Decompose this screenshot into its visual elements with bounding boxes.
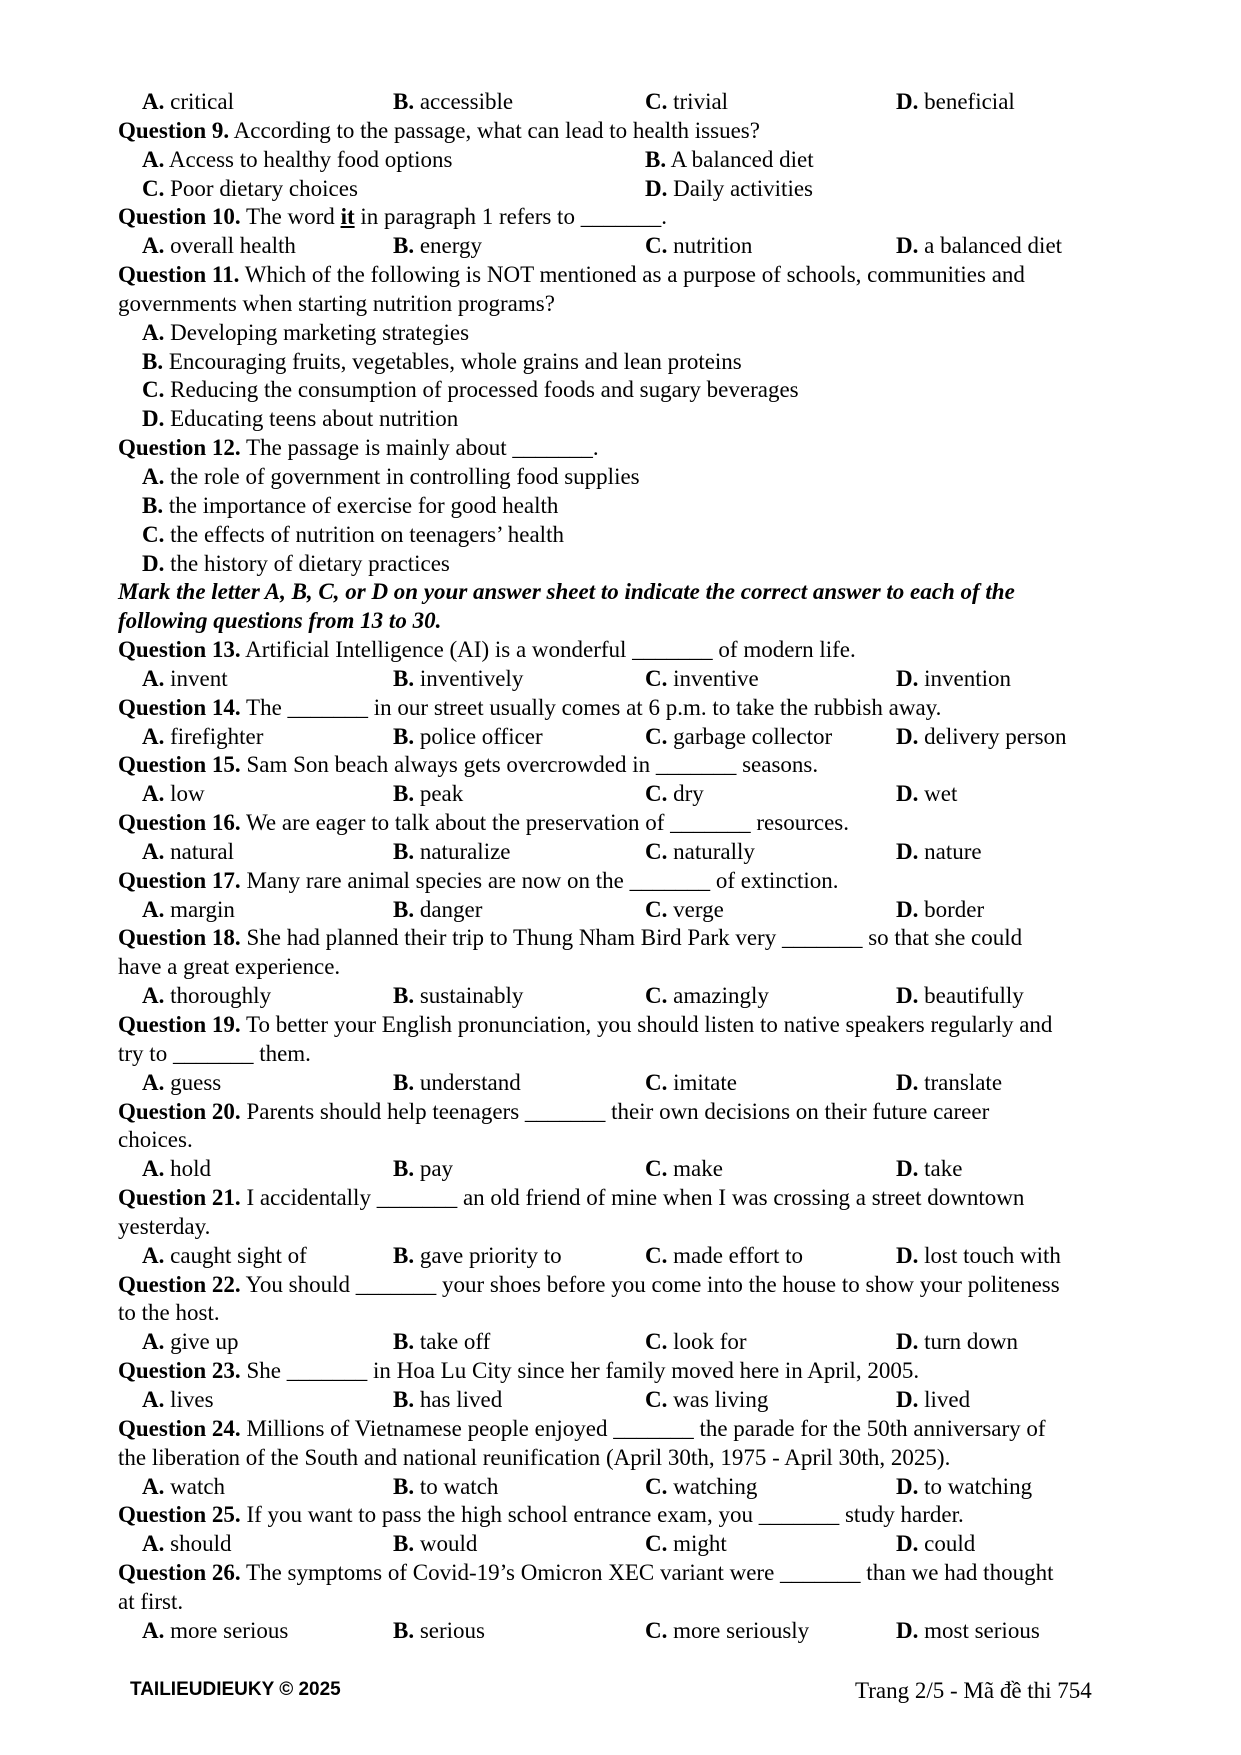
q13-option-a[interactable]: A. invent: [142, 665, 228, 691]
q18-option-c[interactable]: C. amazingly: [645, 983, 769, 1009]
q24-stem-cont: the liberation of the South and national reunification (April 30th, 1975 - April 30th, 2025).: [118, 1444, 951, 1470]
q24-options: [118, 1473, 1126, 1502]
q20-option-c[interactable]: C. make: [645, 1156, 723, 1182]
q10-stem: Question 10. The word it in paragraph 1 refers to _______.: [118, 204, 667, 230]
q14-option-c[interactable]: C. garbage collector: [645, 723, 833, 749]
q17-option-d[interactable]: D. border: [896, 896, 985, 922]
q10-option-c[interactable]: C. nutrition: [645, 233, 753, 259]
q16-option-a[interactable]: A. natural: [142, 838, 234, 864]
q19-option-d[interactable]: D. translate: [896, 1069, 1003, 1095]
q21-option-b[interactable]: B. gave priority to: [393, 1242, 562, 1268]
q23-option-d[interactable]: D. lived: [896, 1386, 971, 1412]
instruction-line2: following questions from 13 to 30.: [118, 608, 442, 634]
q17-options: [118, 896, 1126, 925]
q17-option-b[interactable]: B. danger: [393, 896, 483, 922]
q26-option-c[interactable]: C. more seriously: [645, 1617, 810, 1643]
q11-stem-cont: governments when starting nutrition programs?: [118, 290, 555, 316]
q9-options-row1: [118, 146, 1126, 175]
q20-option-b[interactable]: B. pay: [393, 1156, 454, 1182]
q9-option-a[interactable]: A. Access to healthy food options: [142, 146, 453, 172]
q17-stem: Question 17. Many rare animal species are now on the _______ of extinction.: [118, 867, 839, 893]
q9-option-c[interactable]: C. Poor dietary choices: [142, 175, 358, 201]
q11-option-c[interactable]: C. Reducing the consumption of processed foods and sugary beverages: [142, 377, 799, 403]
q22-options: [118, 1328, 1126, 1357]
q16-option-b[interactable]: B. naturalize: [393, 838, 511, 864]
q17-option-a[interactable]: A. margin: [142, 896, 235, 922]
q10-option-a[interactable]: A. overall health: [142, 233, 296, 259]
q19-option-b[interactable]: B. understand: [393, 1069, 521, 1095]
q26-stem-cont: at first.: [118, 1588, 184, 1614]
q22-option-b[interactable]: B. take off: [393, 1329, 491, 1355]
q13-option-d[interactable]: D. invention: [896, 665, 1012, 691]
q11-option-b[interactable]: B. Encouraging fruits, vegetables, whole grains and lean proteins: [142, 348, 742, 374]
q26-options: [118, 1617, 1126, 1646]
q14-option-d[interactable]: D. delivery person: [896, 723, 1067, 749]
q14-option-b[interactable]: B. police officer: [393, 723, 543, 749]
q18-stem-cont: have a great experience.: [118, 954, 341, 980]
q21-option-a[interactable]: A. caught sight of: [142, 1242, 307, 1268]
footer-brand: TAILIEUDIEUKY © 2025: [130, 1679, 341, 1700]
q13-option-c[interactable]: C. inventive: [645, 665, 759, 691]
q10-option-b[interactable]: B. energy: [393, 233, 483, 259]
q9-stem: Question 9. According to the passage, what can lead to health issues?: [118, 117, 760, 143]
q8-option-a[interactable]: A. critical: [142, 89, 234, 114]
q25-stem: Question 25. If you want to pass the high school entrance exam, you _______ study harder.: [118, 1502, 964, 1528]
q13-option-b[interactable]: B. inventively: [393, 665, 524, 691]
q22-option-a[interactable]: A. give up: [142, 1329, 239, 1355]
q23-options: [118, 1386, 1126, 1415]
q16-option-d[interactable]: D. nature: [896, 838, 982, 864]
q15-option-c[interactable]: C. dry: [645, 781, 704, 807]
q11-stem: Question 11. Which of the following is NOT mentioned as a purpose of schools, communities and: [118, 262, 1025, 288]
q21-option-c[interactable]: C. made effort to: [645, 1242, 803, 1268]
q20-options: [118, 1155, 1126, 1184]
q19-option-a[interactable]: A. guess: [142, 1069, 222, 1095]
q25-option-b[interactable]: B. would: [393, 1531, 478, 1557]
q18-option-b[interactable]: B. sustainably: [393, 983, 524, 1009]
q12-option-c[interactable]: C. the effects of nutrition on teenagers’ health: [142, 521, 564, 547]
q20-stem: Question 20. Parents should help teenagers _______ their own decisions on their future career: [118, 1098, 990, 1124]
q26-stem: Question 26. The symptoms of Covid-19’s Omicron XEC variant were _______ than we had thought: [118, 1560, 1054, 1586]
q20-option-a[interactable]: A. hold: [142, 1156, 212, 1182]
q9-options-row2: [118, 175, 1126, 204]
q14-option-a[interactable]: A. firefighter: [142, 723, 264, 749]
q22-stem-cont: to the host.: [118, 1300, 220, 1326]
q14-stem: Question 14. The _______ in our street usually comes at 6 p.m. to take the rubbish away.: [118, 694, 942, 720]
instruction-line1: Mark the letter A, B, C, or D on your answer sheet to indicate the correct answer to each of the: [118, 579, 1015, 605]
q24-stem: Question 24. Millions of Vietnamese people enjoyed _______ the parade for the 50th anniversary of: [118, 1415, 1046, 1441]
q18-options: [118, 982, 1126, 1011]
q10-options: [118, 232, 1126, 261]
q12-option-b[interactable]: B. the importance of exercise for good health: [142, 492, 559, 518]
q25-option-c[interactable]: C. might: [645, 1531, 727, 1557]
q9-option-d[interactable]: D. Daily activities: [645, 175, 814, 201]
q16-options: [118, 838, 1126, 867]
q22-option-c[interactable]: C. look for: [645, 1329, 747, 1355]
q8-option-c[interactable]: C. trivial: [645, 89, 729, 114]
q21-stem: Question 21. I accidentally _______ an old friend of mine when I was crossing a street downtown: [118, 1185, 1025, 1211]
footer-page-info: Trang 2/5 - Mã đề thi 754: [855, 1678, 1092, 1703]
q15-option-a[interactable]: A. low: [142, 781, 205, 807]
q25-option-a[interactable]: A. should: [142, 1531, 232, 1557]
q21-stem-cont: yesterday.: [118, 1213, 211, 1239]
exam-page-content: [118, 88, 1126, 1646]
q11-option-d[interactable]: D. Educating teens about nutrition: [142, 406, 459, 432]
q19-stem-cont: try to _______ them.: [118, 1040, 311, 1066]
q25-options: [118, 1530, 1126, 1559]
q24-option-a[interactable]: A. watch: [142, 1473, 226, 1499]
q20-stem-cont: choices.: [118, 1127, 193, 1153]
q9-option-b[interactable]: B. A balanced diet: [645, 146, 814, 172]
q19-stem: Question 19. To better your English pronunciation, you should listen to native speakers regularly and: [118, 1012, 1053, 1037]
q19-option-c[interactable]: C. imitate: [645, 1069, 737, 1095]
q23-option-b[interactable]: B. has lived: [393, 1386, 503, 1412]
q19-options: [118, 1069, 1126, 1098]
q25-option-d[interactable]: D. could: [896, 1531, 976, 1557]
q23-stem: Question 23. She _______ in Hoa Lu City since her family moved here in April, 2005.: [118, 1358, 920, 1384]
q14-options: [118, 723, 1126, 752]
q15-options: [118, 780, 1126, 809]
q15-option-b[interactable]: B. peak: [393, 781, 464, 807]
q23-option-c[interactable]: C. was living: [645, 1386, 769, 1412]
q15-stem: Question 15. Sam Son beach always gets overcrowded in _______ seasons.: [118, 752, 819, 778]
q8-option-d[interactable]: D. beneficial: [896, 89, 1015, 114]
q15-option-d[interactable]: D. wet: [896, 781, 958, 807]
q21-option-d[interactable]: D. lost touch with: [896, 1242, 1061, 1268]
q12-option-d[interactable]: D. the history of dietary practices: [142, 550, 450, 576]
q18-option-d[interactable]: D. beautifully: [896, 983, 1024, 1009]
q12-option-a[interactable]: A. the role of government in controlling food supplies: [142, 463, 640, 489]
q16-option-c[interactable]: C. naturally: [645, 838, 755, 864]
q23-option-a[interactable]: A. lives: [142, 1386, 214, 1412]
q26-option-d[interactable]: D. most serious: [896, 1617, 1040, 1643]
q22-option-d[interactable]: D. turn down: [896, 1329, 1019, 1355]
q13-stem: Question 13. Artificial Intelligence (AI) is a wonderful _______ of modern life.: [118, 637, 856, 663]
q24-option-d[interactable]: D. to watching: [896, 1473, 1033, 1499]
q8-options: [118, 88, 1126, 117]
q11-option-a[interactable]: A. Developing marketing strategies: [142, 319, 470, 345]
q22-stem: Question 22. You should _______ your shoes before you come into the house to show your politeness: [118, 1271, 1060, 1297]
q16-stem: Question 16. We are eager to talk about the preservation of _______ resources.: [118, 810, 849, 836]
q8-option-b[interactable]: B. accessible: [393, 89, 514, 114]
q26-option-b[interactable]: B. serious: [393, 1617, 486, 1643]
q21-options: [118, 1242, 1126, 1271]
q18-stem: Question 18. She had planned their trip to Thung Nham Bird Park very _______ so that she could: [118, 925, 1023, 951]
q26-option-a[interactable]: A. more serious: [142, 1617, 289, 1643]
q12-stem: Question 12. The passage is mainly about _______.: [118, 435, 599, 461]
q18-option-a[interactable]: A. thoroughly: [142, 983, 272, 1009]
q17-option-c[interactable]: C. verge: [645, 896, 724, 922]
q24-option-c[interactable]: C. watching: [645, 1473, 758, 1499]
q24-option-b[interactable]: B. to watch: [393, 1473, 499, 1499]
q20-option-d[interactable]: D. take: [896, 1156, 963, 1182]
q13-options: [118, 665, 1126, 694]
q10-option-d[interactable]: D. a balanced diet: [896, 233, 1063, 259]
